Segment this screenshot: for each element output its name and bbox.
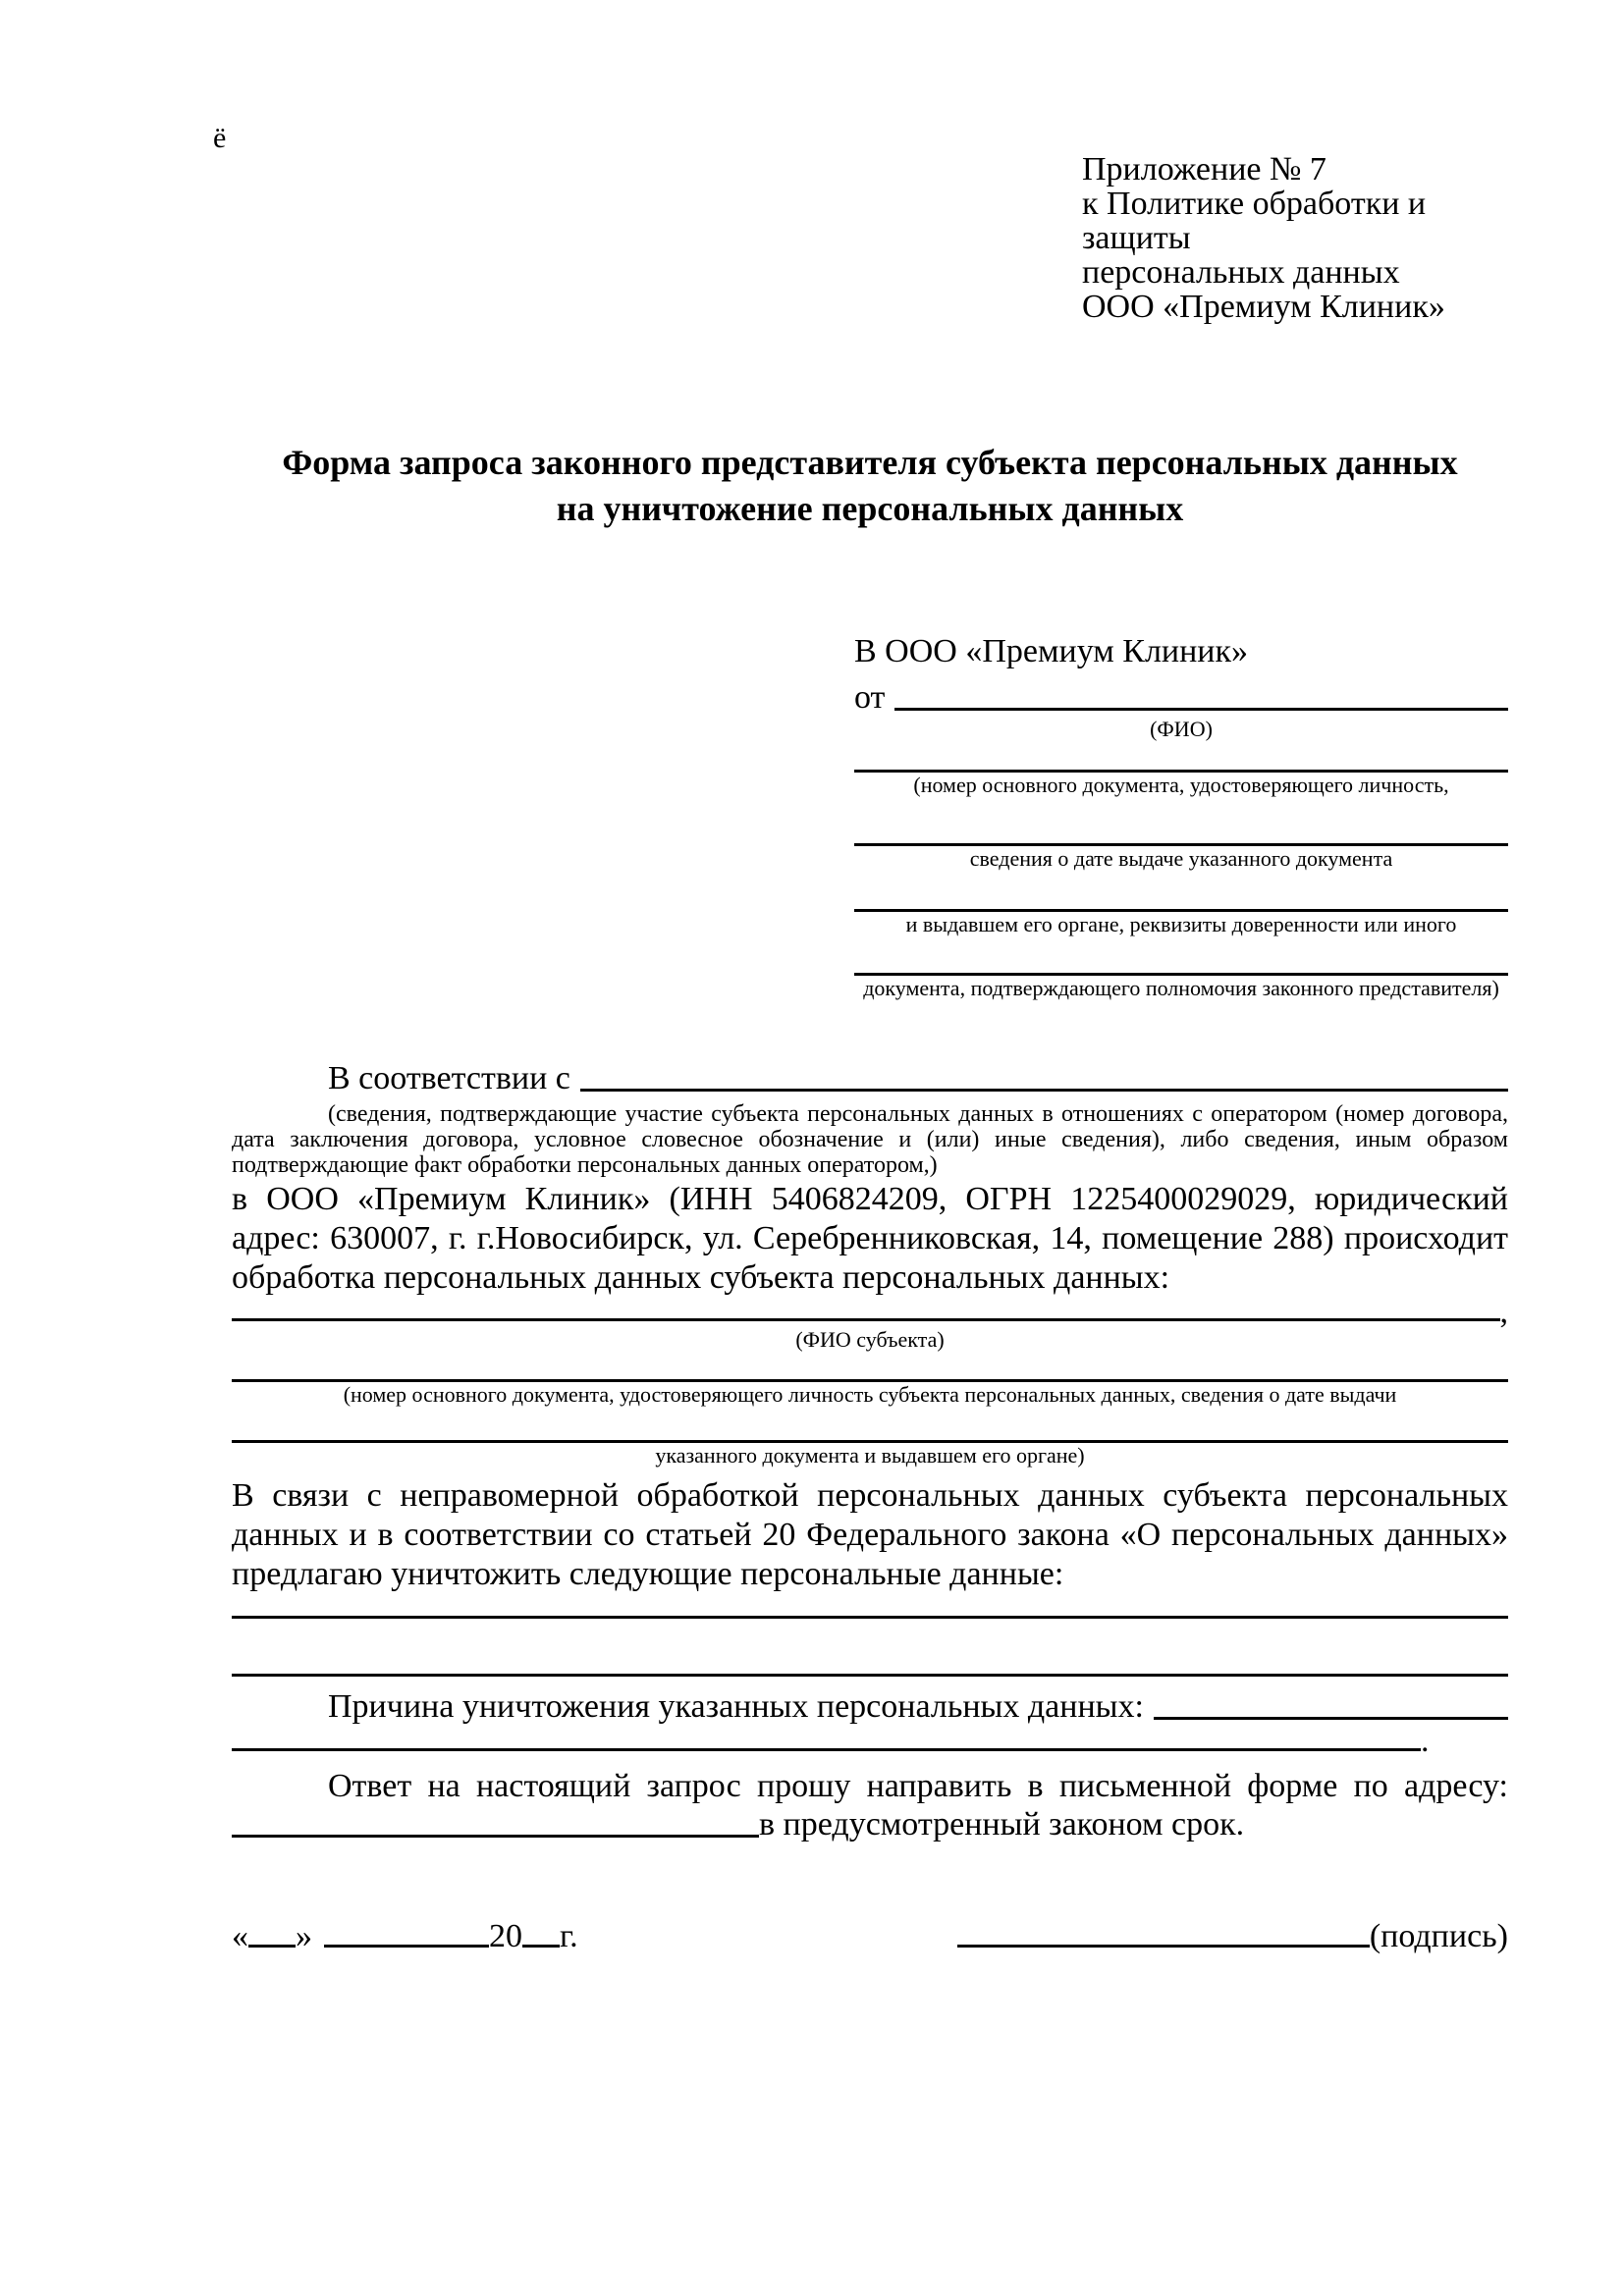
accordance-note: (сведения, подтверждающие участие субъекта персональных данных в отношениях с оператором (номер договора, дата заключения договора, условное словесное обозначение и (или) иные сведения), либо сведения, иным образом подтверждающие факт обработки персональных данных оператором,) [232, 1101, 1508, 1178]
representative-doc-blank-line-3[interactable] [854, 872, 1508, 912]
subject-doc-blank-line-2[interactable] [232, 1408, 1508, 1443]
accordance-blank-line[interactable] [580, 1089, 1508, 1092]
from-label: от [854, 679, 886, 716]
subject-doc-blank-line-1[interactable] [232, 1353, 1508, 1382]
accordance-label: В соответствии с [328, 1060, 570, 1096]
signature-blank-line[interactable] [957, 1945, 1370, 1948]
date-year-suffix: г. [560, 1918, 578, 1954]
reason-blank-line-1[interactable] [1154, 1717, 1508, 1720]
representative-doc-blank-line-1[interactable] [854, 742, 1508, 773]
stray-char: ё [213, 122, 227, 154]
subject-fio-row [232, 1294, 1508, 1330]
date-group [232, 1918, 578, 1955]
accordance-row [232, 1054, 1508, 1097]
reply-suffix: в предусмотренный законом срок. [759, 1806, 1245, 1842]
date-day-blank[interactable] [248, 1945, 296, 1948]
rep-doc-caption-1: (номер основного документа, удостоверяющего личность, [913, 773, 1449, 797]
appendix-line: персональных данных [1082, 254, 1400, 291]
subject-fio-blank-line[interactable] [232, 1318, 1500, 1321]
document-title [232, 440, 1508, 532]
from-blank-line[interactable] [894, 708, 1508, 711]
reason-blank-line-2[interactable] [232, 1748, 1421, 1751]
representative-doc-blank-line-4[interactable] [854, 937, 1508, 976]
from-row [854, 673, 1508, 717]
signature-caption: (подпись) [1369, 1918, 1508, 1954]
subject-doc-caption-1: (номер основного документа, удостоверяющего личность субъекта персональных данных, сведения о дате выдачи [343, 1382, 1397, 1407]
appendix-line: Приложение № 7 [1082, 151, 1326, 187]
reason-row [232, 1682, 1508, 1726]
reply-continuation-row [232, 1808, 1508, 1843]
reply-address-blank-line[interactable] [232, 1835, 759, 1838]
date-year-prefix: 20 [489, 1918, 522, 1954]
title-line-2: на уничтожение персональных данных [556, 489, 1184, 528]
appendix-line: к Политике обработки и защиты [1082, 186, 1427, 256]
title-line-1: Форма запроса законного представителя субъекта персональных данных [282, 443, 1458, 482]
representative-doc-blank-line-2[interactable] [854, 798, 1508, 846]
reason-label: Причина уничтожения указанных персональных данных: [328, 1688, 1144, 1725]
appendix-header [1082, 152, 1508, 324]
rep-doc-caption-4: документа, подтверждающего полномочия законного представителя) [863, 976, 1499, 1000]
comma-suffix: , [1499, 1294, 1508, 1330]
date-year-blank[interactable] [522, 1945, 560, 1948]
subject-fio-caption: (ФИО субъекта) [795, 1327, 945, 1352]
rep-doc-caption-3: и выдавшем его органе, реквизиты доверенности или иного [905, 912, 1457, 936]
data-blank-line-1[interactable] [232, 1594, 1508, 1619]
fio-caption: (ФИО) [1150, 717, 1213, 741]
date-signature-row [232, 1912, 1508, 1955]
operator-paragraph: в ООО «Премиум Клиник» (ИНН 5406824209, ОГРН 1225400029029, юридический адрес: 630007, г. г.Новосибирск, ул. Серебренниковская, 14, помещение 288) происходит обработка персональных данных субъекта персональных данных: [232, 1181, 1508, 1296]
period-suffix: . [1421, 1723, 1430, 1759]
date-close-quote: » [296, 1918, 312, 1954]
reply-paragraph: Ответ на настоящий запрос прошу направить в письменной форме по адресу: [328, 1768, 1508, 1804]
rep-doc-caption-2: сведения о дате выдаче указанного документа [969, 846, 1393, 871]
date-month-blank[interactable] [324, 1945, 489, 1948]
recipient-block [854, 630, 1508, 1001]
appendix-line: ООО «Премиум Клиник» [1082, 289, 1445, 325]
signature-group [957, 1918, 1508, 1955]
subject-doc-caption-2: указанного документа и выдавшем его органе) [655, 1443, 1085, 1468]
recipient-to: В ООО «Премиум Клиник» [854, 633, 1249, 669]
demand-paragraph: В связи с неправомерной обработкой персональных данных субъекта персональных данных и в соответствии со статьей 20 Федерального закона «О персональных данных» предлагаю уничтожить следующие персональные данные: [232, 1477, 1508, 1592]
data-blank-line-2[interactable] [232, 1619, 1508, 1677]
date-open-quote: « [232, 1918, 248, 1954]
reason-continuation-row [232, 1723, 1508, 1759]
